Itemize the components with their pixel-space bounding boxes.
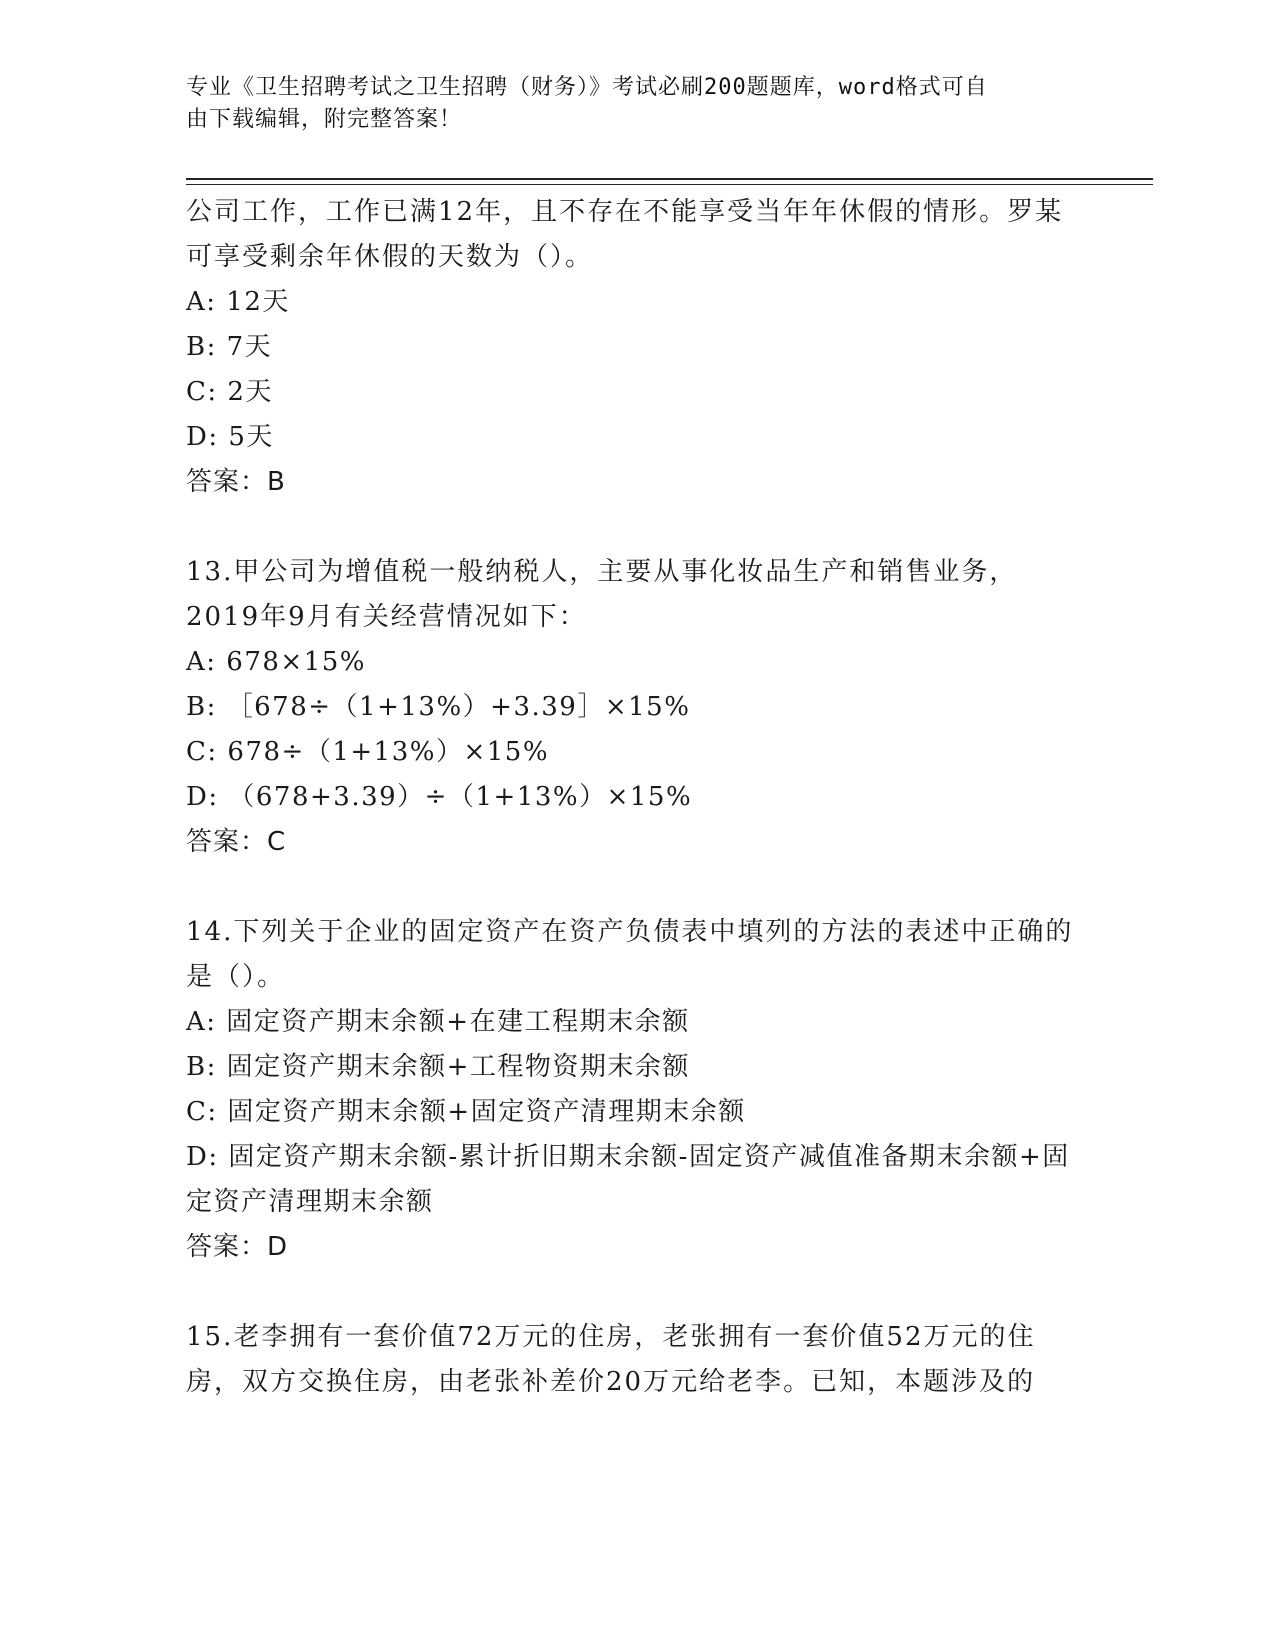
header-line-2: 由下载编辑，附完整答案！ (186, 107, 463, 132)
question-13 (186, 550, 1086, 865)
question-15-stem: 15.老李拥有一套价值72万元的住房，老张拥有一套价值52万元的住房，双方交换住房，由老张补差价20万元给老李。已知，本题涉及的 (186, 1322, 1036, 1397)
question-13-answer: 答案：C (186, 827, 287, 857)
question-13-option-b: B: ［678÷（1+13%）+3.39］×15% (186, 692, 691, 722)
spacer (186, 1270, 1086, 1315)
question-14-stem: 14.下列关于企业的固定资产在资产负债表中填列的方法的表述中正确的是（）。 (186, 917, 1074, 992)
question-14 (186, 910, 1086, 1270)
question-13-option-d: D: （678+3.39）÷（1+13%）×15% (186, 782, 693, 812)
question-14-option-a: A: 固定资产期末余额+在建工程期末余额 (186, 1007, 690, 1037)
question-12-option-d: D: 5天 (186, 422, 274, 452)
question-14-option-b: B: 固定资产期末余额+工程物资期末余额 (186, 1052, 690, 1082)
question-12-option-a: A: 12天 (186, 287, 290, 317)
question-13-stem: 13.甲公司为增值税一般纳税人，主要从事化妆品生产和销售业务，2019年9月有关经营情况如下： (186, 557, 1018, 632)
question-14-option-c: C: 固定资产期末余额+固定资产清理期末余额 (186, 1097, 746, 1127)
question-14-option-d: D: 固定资产期末余额-累计折旧期末余额-固定资产减值准备期末余额+固定资产清理期末余额 (186, 1142, 1070, 1217)
document-header (186, 72, 1076, 136)
question-12-stem: 公司工作，工作已满12年，且不存在不能享受当年年休假的情形。罗某可享受剩余年休假的天数为（）。 (186, 197, 1064, 272)
header-rule-thin (186, 184, 1153, 185)
spacer (186, 505, 1086, 550)
header-rule-thick (186, 178, 1153, 180)
question-12-option-b: B: 7天 (186, 332, 273, 362)
question-13-option-a: A: 678×15% (186, 647, 367, 677)
spacer (186, 865, 1086, 910)
question-15 (186, 1315, 1086, 1405)
question-12 (186, 190, 1086, 505)
header-line-1: 专业《卫生招聘考试之卫生招聘（财务）》考试必刷200题题库，word格式可自 (186, 75, 988, 100)
document-body (186, 190, 1086, 1405)
question-13-option-c: C: 678÷（1+13%）×15% (186, 737, 550, 767)
question-12-answer: 答案：B (186, 467, 286, 497)
question-12-option-c: C: 2天 (186, 377, 273, 407)
question-14-answer: 答案：D (186, 1232, 289, 1262)
